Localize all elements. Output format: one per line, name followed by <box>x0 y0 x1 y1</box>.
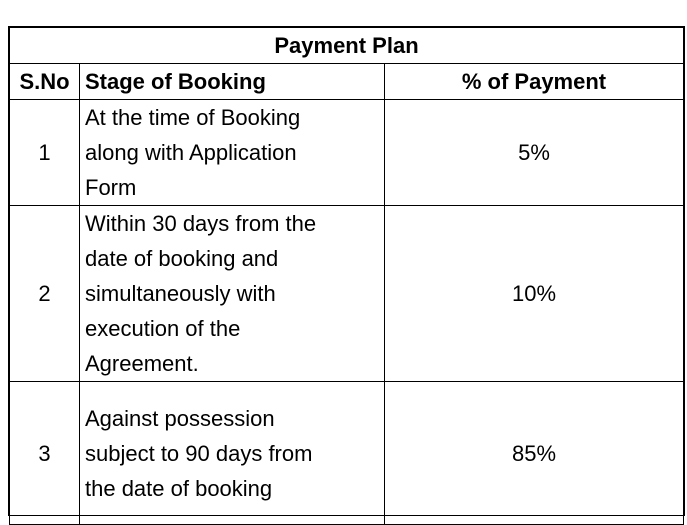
header-payment: % of Payment <box>385 64 684 100</box>
row-payment: 10% <box>385 206 684 382</box>
payment-plan-table-container <box>8 26 685 516</box>
row-stage: Within 30 days from the date of booking and simultaneously with execution of the Agreement. <box>85 211 317 376</box>
header-sno: S.No <box>10 64 80 100</box>
row-stage-cell <box>80 100 385 206</box>
row-stage: Against possession subject to 90 days from the date of booking <box>85 405 313 501</box>
table-title-row <box>10 28 684 64</box>
table-title: Payment Plan <box>10 28 684 64</box>
row-sno: 3 <box>10 382 80 525</box>
row-stage-cell <box>80 382 385 525</box>
table-row <box>10 382 684 525</box>
row-sno: 1 <box>10 100 80 206</box>
row-stage-cell <box>80 206 385 382</box>
row-stage: At the time of Booking along with Application Form <box>85 105 301 200</box>
header-stage: Stage of Booking <box>80 64 385 100</box>
payment-plan-table <box>9 27 684 525</box>
table-header-row <box>10 64 684 100</box>
row-payment: 5% <box>385 100 684 206</box>
table-row <box>10 206 684 382</box>
row-payment: 85% <box>385 382 684 525</box>
row-sno: 2 <box>10 206 80 382</box>
table-row <box>10 100 684 206</box>
